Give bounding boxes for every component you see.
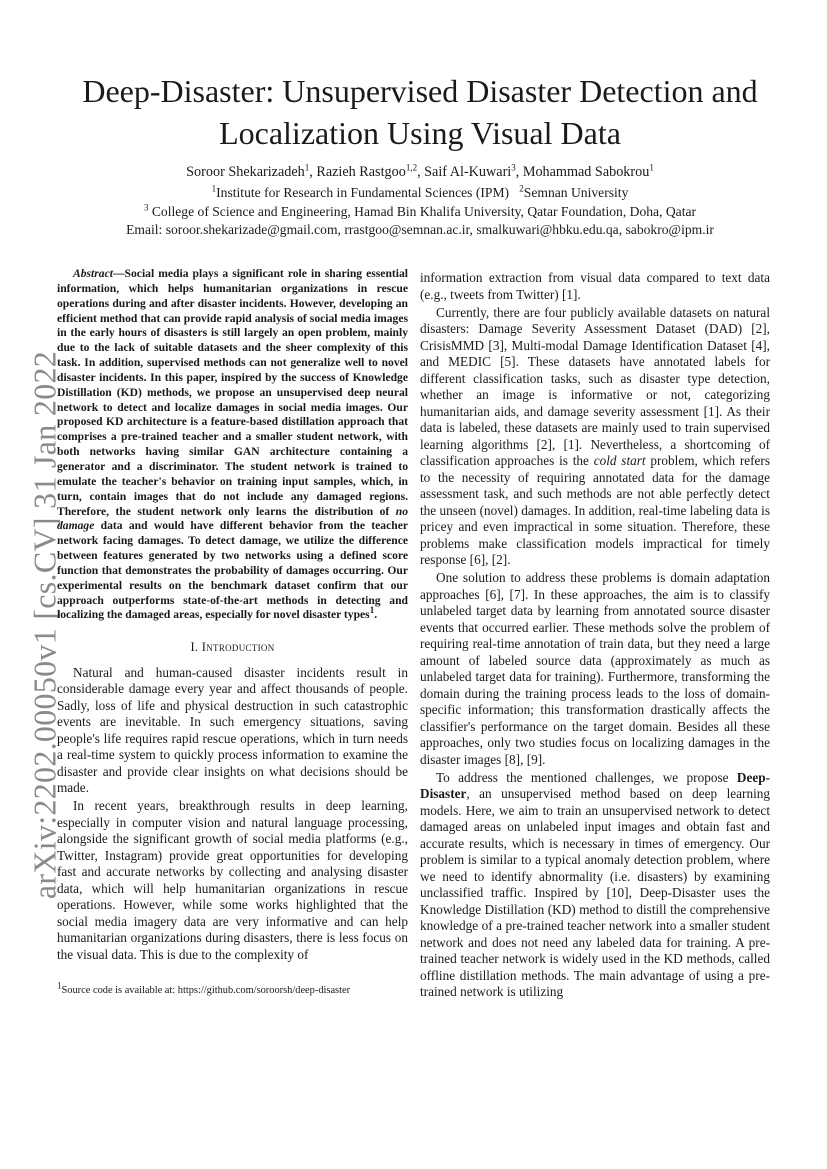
left-column	[57, 267, 408, 963]
author-emails: Email: soroor.shekarizade@gmail.com, rrastgoo@semnan.ac.ir, smalkuwari@hbku.edu.qa, sabokro@ipm.ir	[126, 222, 714, 237]
section-heading: I. Introduction	[190, 640, 275, 655]
author-name: Soroor Shekarizadeh	[186, 164, 305, 180]
paragraph	[420, 305, 770, 569]
affiliation-line-1	[30, 184, 810, 202]
paragraph-text: To address the mentioned challenges, we propose	[436, 769, 737, 785]
affiliation-line-2	[30, 203, 810, 221]
author-list: Soroor Shekarizadeh$^1$, Razieh Rastgoo$^{1,2}$, Saif Al-Kuwari$^3$, Mohammad Sabokrou$^1$	[186, 162, 654, 180]
abstract-text: —Social media plays a significant role in sharing essential information, which helps humanitarian organizations in rescue operations during and after disaster incidents. However, developing an efficient method that can provide rapid analysis of social media images in the early hours of disasters is still largely an open problem, mainly due to the lack of suitable datasets and the sheer complexity of this task. In addition, supervised methods can not generalize well to novel disaster incidents. In this paper, inspired by the success of Knowledge Distillation (KD) methods, we propose an unsupervised deep neural network to detect and localize damages in social media images. Our proposed KD architecture is a feature-based distillation approach that comprises a pre-trained teacher and a smaller student network, with both networks having similar GAN architecture containing a generator and a discriminator. The student network is trained to emulate the teacher's behavior on training input samples, which, in turn, contain images that do not include any damaged regions. Therefore, the student network only learns the distribution of	[57, 267, 408, 518]
emphasis-text: cold start	[593, 453, 646, 468]
author-name: Saif Al-Kuwari	[424, 164, 512, 180]
arxiv-id: arXiv:2202.00050v1 [cs.CV] 31 Jan 2022	[26, 350, 63, 900]
footnote-sup: 1	[57, 980, 62, 991]
affiliation-hbku: College of Science and Engineering, Hamad Bin Khalifa University, Qatar Foundation, Doha, Qatar	[148, 204, 697, 219]
author-name: Razieh Rastgoo	[316, 164, 406, 180]
author-affil-mark: 1	[304, 162, 310, 173]
abstract	[57, 267, 408, 623]
affil-mark: 2	[519, 183, 524, 194]
affiliation-semnan: Semnan University	[523, 185, 629, 200]
author-affil-mark: 1,2	[405, 162, 418, 173]
abstract-end: .	[374, 608, 378, 622]
author-affil-mark: 3	[511, 162, 516, 173]
paragraph	[420, 770, 770, 1001]
method-name: Deep-Disaster	[420, 769, 770, 801]
abstract-label: Abstract	[73, 267, 113, 280]
footnote	[57, 980, 408, 997]
affil-mark: 3	[143, 202, 149, 213]
author-affil-mark: 1	[649, 162, 654, 173]
footnote-mark: 1	[369, 605, 375, 616]
paragraph: In recent years, breakthrough results in deep learning, especially in computer vision and natural language processing, alongside the significant growth of social media platforms (e.g., Twitter, Instagram) provide great opportunities for developing fast and accurate networks by collecting and analysing disaster data, which will help humanitarian organizations in rescue operations. However, while some works highlighted that the social media imagery data are very informative and can help humanitarian organizations during disasters, there is less focus on the visual data. This is due to the complexity of	[57, 798, 408, 962]
affiliation-ipm: Institute for Research in Fundamental Sciences (IPM)	[216, 185, 510, 200]
paragraph-text: Currently, there are four publicly available datasets on natural disasters: Damage Severity Assessment Dataset (DAD) [2], CrisisMMD [3], Multi-modal Damage Identification Dataset [4], and MEDIC [5]. These datasets have annotated labels for different classification tasks, such as disaster type detection, whether an image is informative or not, categorizing humanitarian aids, and damage severity assessment [1]. As their data is labeled, these datasets are mainly used to train supervised learning algorithms [2], [1]. Nevertheless, a shortcoming of classification approaches is the	[420, 304, 770, 468]
paragraph: One solution to address these problems is domain adaptation approaches [6], [7]. In these approaches, the aim is to classify unlabeled target data by learning from annotated source disaster events that occurred earlier. These methods solve the problem of requiring real-time annotation of train data, but they need a large amount of labeled source data (approximately as much as unlabeled target data for training). Furthermore, transforming the domain during the training process leads to the loss of domain-specific information; this transformation drastically affects the classifier's performance on the target domain. Besides all these approaches, only two studies focus on localizing damages in the disaster images [8], [9].	[420, 570, 770, 767]
paragraph: information extraction from visual data compared to text data (e.g., tweets from Twitter) [1].	[420, 270, 770, 302]
paper-title	[40, 70, 800, 154]
abstract-text-cont: data and would have different behavior from the teacher network facing damages. To detect damage, we utilize the difference between features generated by two networks using a defined score function that demonstrates the probability of damages occurring. Our experimental results on the benchmark dataset confirm that our approach outperforms state-of-the-art methods in detecting and localizing the damaged areas, especially for novel disaster types	[57, 519, 408, 622]
paragraph-text-cont: , an unsupervised method based on deep learning models. Here, we aim to train an unsupervised network to detect damaged areas on unlabeled input images and obtain fast and accurate results, which is necessary in times of emergency. Our problem is similar to a typical anomaly detection problem, where we need to identify abnormality (i.e. disasters) by examining unclassified traffic. Inspired by [10], Deep-Disaster uses the Knowledge Distillation (KD) method to distill the comprehensive knowledge of a pre-trained teacher network into a smaller student network and does not need any labeled data for training. A pre-trained teacher network is widely used in the KD methods, called offline distillation methods. The main advantage of using a pre-trained network is utilizing	[420, 786, 770, 999]
right-column	[420, 270, 770, 1001]
paragraph-text-cont: problem, which refers to the necessity of requiring annotated data for the damage assessment task, and such methods are not able perfectly detect the unseen (novel) damages. In addition, real-time labeling data is pricey and even impractical in some situation. Therefore, these problems make classification models impractical for timely response [6], [2].	[420, 453, 770, 567]
title-line-2: Localization Using Visual Data	[219, 115, 621, 151]
affil-mark: 1	[211, 183, 217, 194]
title-line-1: Deep-Disaster: Unsupervised Disaster Detection and	[82, 73, 758, 109]
abstract-emphasis: no damage	[57, 504, 408, 533]
paragraph: Natural and human-caused disaster incidents result in considerable damage every year and affect thousands of people. Sadly, loss of life and physical destruction in such catastrophic events are inevitable. In such emergency situations, saving people's life requires rapid rescue operations, which in turn needs a real-time system to quickly process information to examine the disaster and provide clear insights on what decisions should be made.	[57, 664, 408, 796]
author-name: Mohammad Sabokrou	[522, 164, 650, 180]
footnote-text: Source code is available at: https://github.com/soroorsh/deep-disaster	[61, 985, 351, 996]
